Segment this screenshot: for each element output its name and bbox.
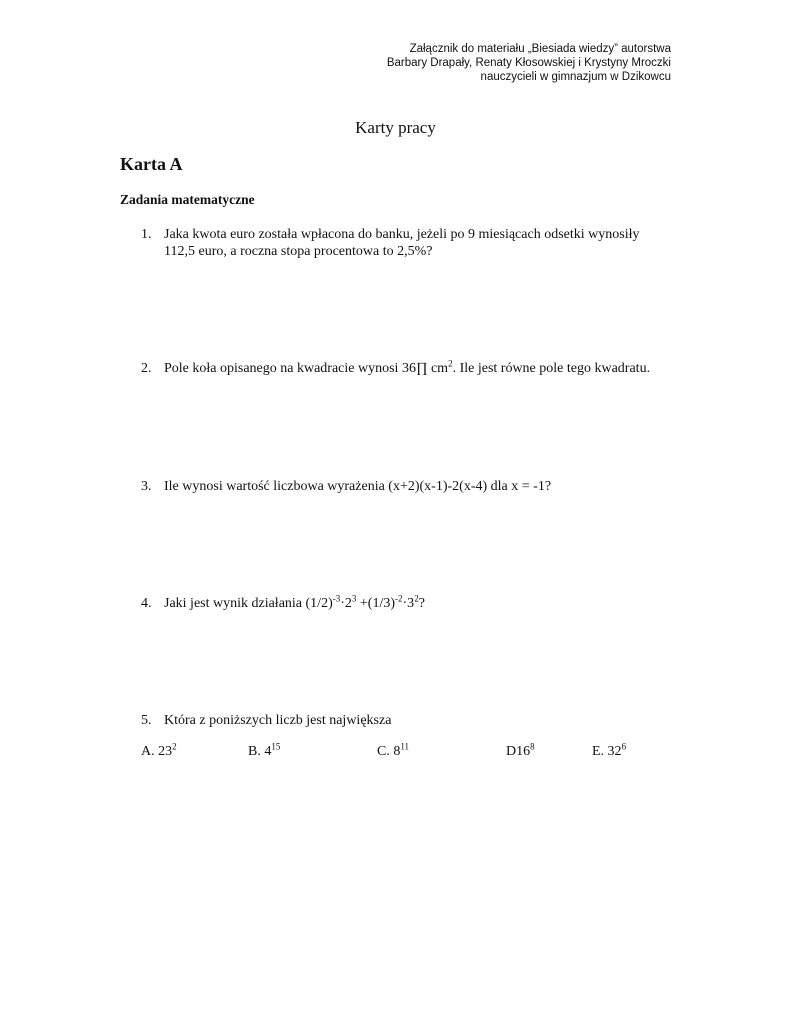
answer-option-d: $D16^8$ xyxy=(506,741,535,759)
task-text-line-1: Jaka kwota euro została wpłacona do banku, jeżeli po 9 miesiącach odsetki wynosiły xyxy=(164,227,640,242)
task-number: 5. xyxy=(141,713,152,728)
task-3 xyxy=(141,478,551,495)
task-text-line-2: 112,5 euro, a roczna stopa procentowa to 2,5%? xyxy=(164,244,433,259)
task-number: 3. xyxy=(141,479,152,494)
task-text: Która z poniższych liczb jest największa xyxy=(164,713,392,728)
header-line-3: nauczycieli w gimnazjum w Dzikowcu xyxy=(480,71,671,83)
task-number: 2. xyxy=(141,361,152,376)
task-4 xyxy=(141,595,425,612)
answer-option-e: E. $32^6$ xyxy=(592,741,627,759)
attachment-header xyxy=(387,42,671,84)
card-heading: Karta A xyxy=(120,154,183,174)
answer-option-b: B. $4^{15}$ xyxy=(248,741,281,759)
task-1 xyxy=(141,226,639,260)
task-5 xyxy=(141,712,391,729)
header-line-1: Załącznik do materiału „Biesiada wiedzy” autorstwa xyxy=(409,43,671,55)
exponent: 2 xyxy=(448,358,453,369)
header-line-2: Barbary Drapały, Renaty Kłosowskiej i Krystyny Mroczki xyxy=(386,57,671,69)
task-2 xyxy=(141,360,650,377)
answer-option-a: A. $23^2$ xyxy=(141,741,177,759)
task-number: 4. xyxy=(141,596,152,611)
answer-option-c: C. $8^{11}$ xyxy=(377,741,410,759)
task-text: Pole koła opisanego na kwadracie wynosi 36∏ $cm^2$. Ile jest równe pole tego kwadratu. xyxy=(164,358,651,376)
page-title: Karty pracy xyxy=(355,118,436,137)
task-text: Jaki jest wynik działania $(1/2)^{-3}\cdot 2^3 +(1/3)^{-2}\cdot 3^2$? xyxy=(164,593,425,611)
task-text: Ile wynosi wartość liczbowa wyrażenia (x+2)(x-1)-2(x-4) dla x = -1? xyxy=(164,479,552,494)
section-heading: Zadania matematyczne xyxy=(120,192,255,207)
task-number: 1. xyxy=(141,227,152,242)
